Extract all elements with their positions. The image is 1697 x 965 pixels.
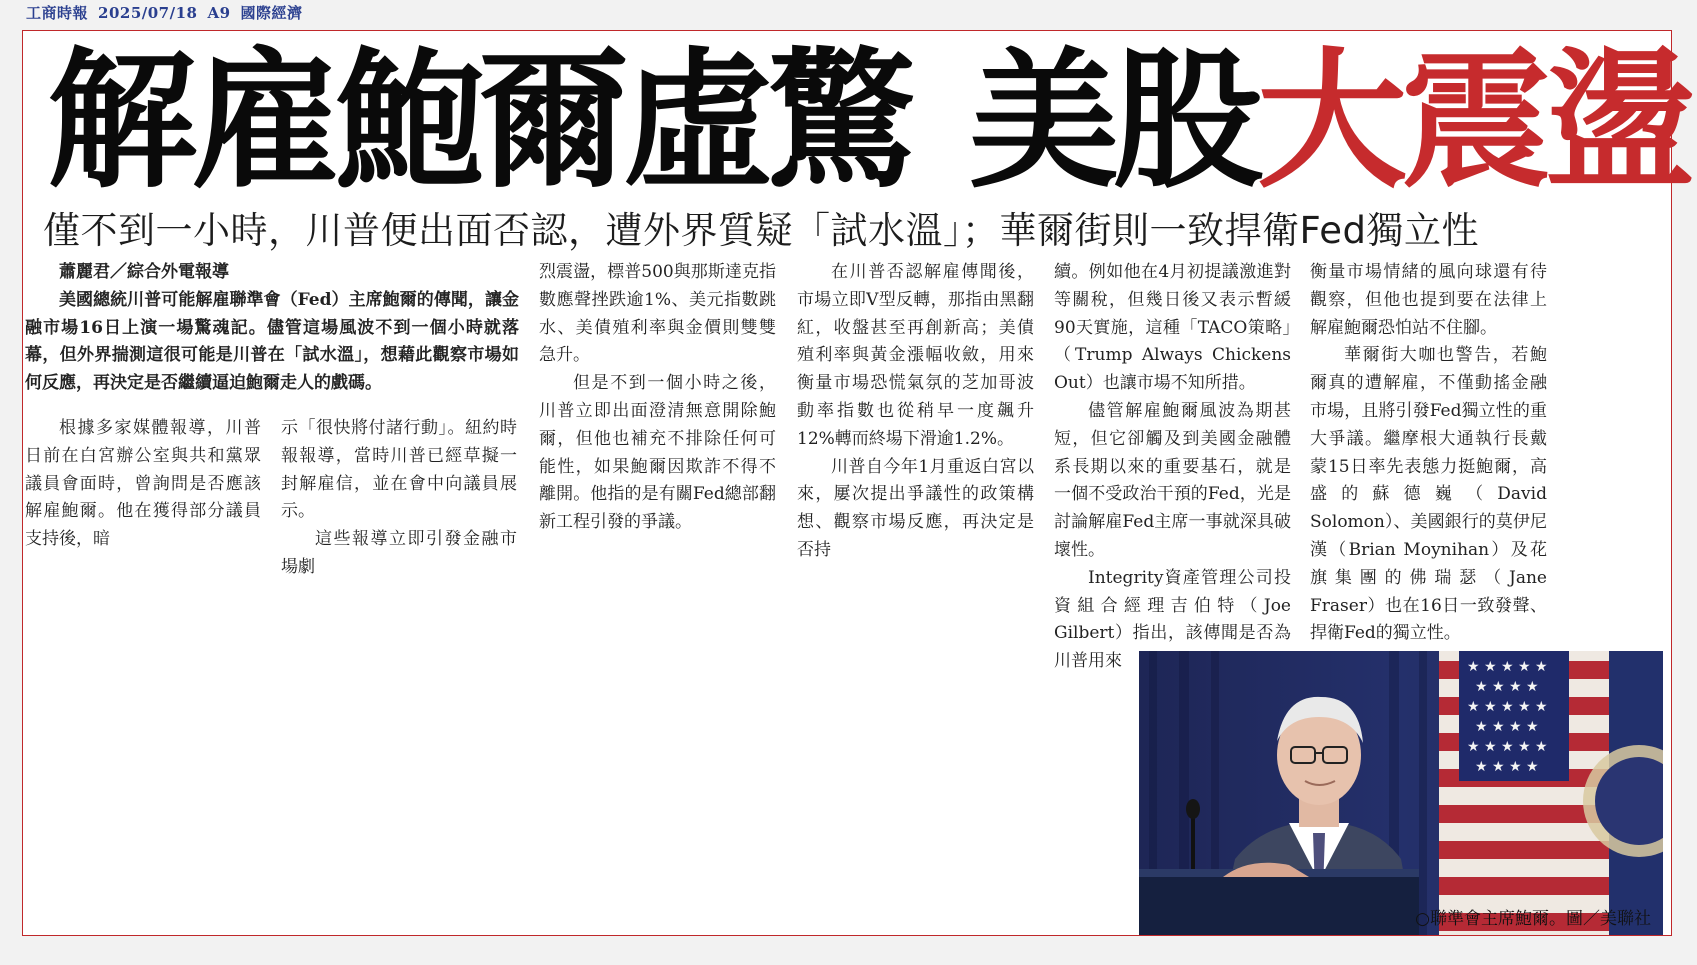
- flag-icon: [1439, 651, 1663, 935]
- photo-caption: ○聯準會主席鮑爾。圖／美聯社: [1415, 909, 1651, 929]
- headline-part3: 大震盪: [1257, 35, 1690, 209]
- column-6: [1310, 259, 1547, 648]
- source-date: 2025/07/18: [98, 4, 198, 22]
- col4-paragraph-1: 在川普否認解雇傳聞後，市場立即V型反轉，那指由黑翻紅，收盤甚至再創新高；美債殖利率與黃金漲幅收斂，用來衡量市場恐慌氣氛的芝加哥波動率指數也從稍早一度飆升12%轉而終場下滑逾1.2%。: [797, 262, 1034, 449]
- lede: 美國總統川普可能解雇聯準會（Fed）主席鮑爾的傳聞，讓金融市場16日上演一場驚魂記。儘管這場風波不到一個小時就落幕，但外界揣測這很可能是川普在「試水溫」，想藉此觀察市場如何反應，再決定是否繼續逼迫鮑爾走人的戲碼。: [25, 289, 519, 394]
- col4-paragraph-2: 川普自今年1月重返白宮以來，屢次提出爭議性的政策構想、觀察市場反應，再決定是否持: [797, 456, 1034, 560]
- col3-paragraph-1: 烈震盪，標普500與那斯達克指數應聲挫跌逾1%、美元指數跳水、美債殖利率與金價則雙雙急升。: [539, 262, 776, 366]
- headline-part2: 美股: [969, 35, 1258, 209]
- col2-paragraph-2: 這些報導立即引發金融市場劇: [281, 529, 517, 577]
- byline: 蕭麗君／綜合外電報導: [59, 262, 229, 282]
- source-paper: 工商時報: [26, 4, 89, 22]
- svg-text:★ ★ ★ ★: ★ ★ ★ ★: [1475, 719, 1539, 735]
- col6-paragraph-2: 華爾街大咖也警告，若鮑爾真的遭解雇，不僅動搖金融市場，且將引發Fed獨立性的重大爭議。繼摩根大通執行長戴蒙15日率先表態力挺鮑爾，高盛的蘇德巍（David Solomon）、美國銀行的莫伊尼漢（Brian Moynihan）及花旗集團的佛瑞瑟（Jane Fraser）也在16日一致發聲、捍衛Fed的獨立性。: [1310, 345, 1547, 644]
- column-3: [539, 259, 776, 537]
- svg-text:★ ★ ★ ★: ★ ★ ★ ★: [1475, 679, 1539, 695]
- svg-text:★ ★ ★ ★ ★: ★ ★ ★ ★ ★: [1467, 659, 1548, 675]
- col6-paragraph-1: 衡量市場情緒的風向球還有待觀察，但他也提到要在法律上解雇鮑爾恐怕站不住腳。: [1310, 262, 1547, 338]
- source-line: [26, 2, 313, 20]
- column-5: [1054, 259, 1291, 676]
- column-1: [25, 415, 261, 554]
- col2-paragraph-1: 示「很快將付諸行動」。紐約時報報導，當時川普已經草擬一封解雇信，並在會中向議員展示。: [281, 418, 517, 522]
- svg-text:★ ★ ★ ★ ★: ★ ★ ★ ★ ★: [1467, 699, 1548, 715]
- column-2: [281, 415, 517, 582]
- svg-text:★ ★ ★ ★: ★ ★ ★ ★: [1475, 759, 1539, 775]
- headline: [47, 35, 1690, 217]
- news-photo: [1139, 651, 1663, 935]
- headline-part1: 解雇鮑爾虛驚: [47, 35, 912, 209]
- subheadline: 僅不到一小時，川普便出面否認，遭外界質疑「試水溫」；華爾街則一致捍衛Fed獨立性: [43, 209, 1480, 252]
- col5-paragraph-2: 儘管解雇鮑爾風波為期甚短，但它卻觸及到美國金融體系長期以來的重要基石，就是一個不受政治干預的Fed，光是討論解雇Fed主席一事就深具破壞性。: [1054, 400, 1291, 560]
- col5-paragraph-3: Integrity資產管理公司投資組合經理吉伯特（Joe Gilbert）指出，該傳聞是否為川普用來: [1054, 567, 1291, 672]
- column-4: [797, 259, 1034, 565]
- svg-text:★ ★ ★ ★ ★: ★ ★ ★ ★ ★: [1467, 739, 1548, 755]
- col5-paragraph-1: 續。例如他在4月初提議激進對等關稅，但幾日後又表示暫緩90天實施，這種「TACO策略」（Trump Always Chickens Out）也讓市場不知所措。: [1054, 262, 1291, 394]
- source-section: 國際經濟: [240, 4, 303, 22]
- photo-illustration: [1139, 651, 1663, 935]
- lede-block: [25, 259, 519, 398]
- col1-paragraph: 根據多家媒體報導，川普日前在白宮辦公室與共和黨眾議員會面時，曾詢問是否應該解雇鮑爾。他在獲得部分議員支持後，暗: [25, 418, 261, 550]
- source-page: A9: [207, 4, 231, 22]
- col3-paragraph-2: 但是不到一個小時之後，川普立即出面澄清無意開除鮑爾，但他也補充不排除任何可能性，如果鮑爾因欺詐不得不離開。他指的是有關Fed總部翻新工程引發的爭議。: [539, 373, 776, 533]
